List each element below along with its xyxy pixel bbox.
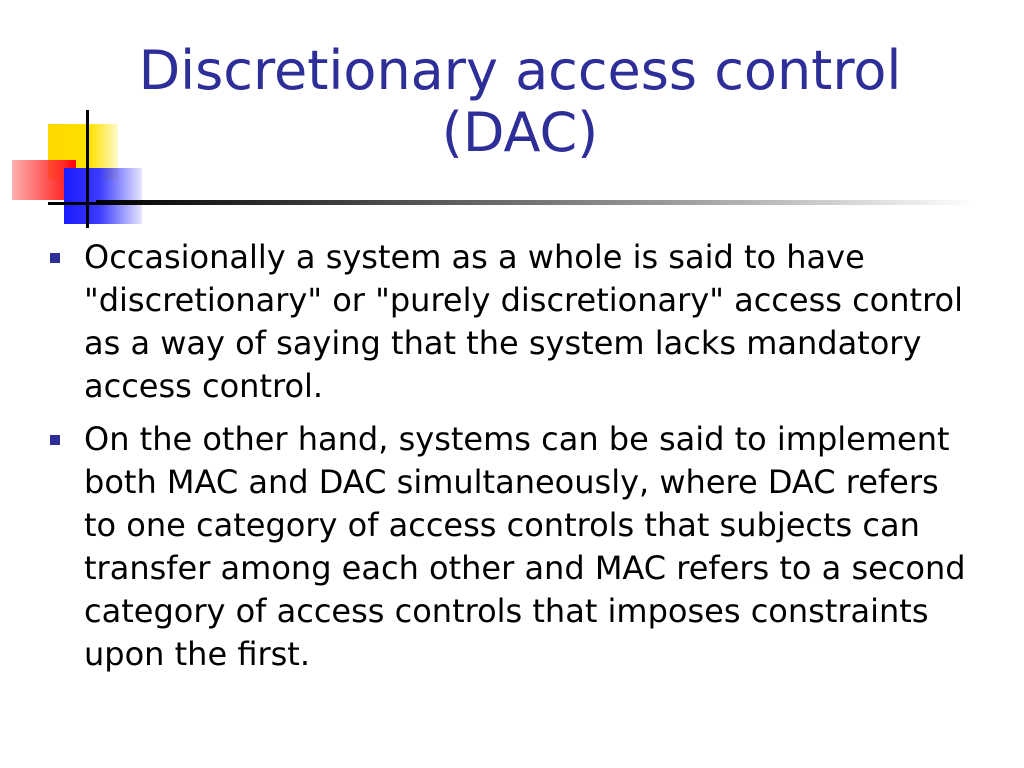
bullet-list bbox=[44, 236, 974, 686]
square-bullet-icon bbox=[50, 435, 60, 445]
title-line-1: Discretionary access control bbox=[138, 39, 902, 102]
bullet-item-2 bbox=[44, 418, 974, 676]
title-divider bbox=[96, 200, 976, 205]
title-line-2: (DAC) bbox=[441, 101, 599, 164]
bullet-item-1 bbox=[44, 236, 974, 408]
logo-horizontal-line bbox=[48, 202, 98, 205]
bullet-text-1: Occasionally a system as a whole is said to have "discretionary" or "purely discretionary" access control as a way of saying that the system lacks mandatory access control. bbox=[84, 238, 963, 405]
square-bullet-icon bbox=[50, 253, 60, 263]
slide-title bbox=[110, 40, 930, 164]
bullet-text-2: On the other hand, systems can be said to implement both MAC and DAC simultaneously, where DAC refers to one category of access controls that subjects can transfer among each other and MAC refers to a second category of access controls that imposes constraints upon the first. bbox=[84, 420, 966, 673]
logo-vertical-line bbox=[86, 110, 89, 228]
blue-block bbox=[64, 168, 142, 224]
